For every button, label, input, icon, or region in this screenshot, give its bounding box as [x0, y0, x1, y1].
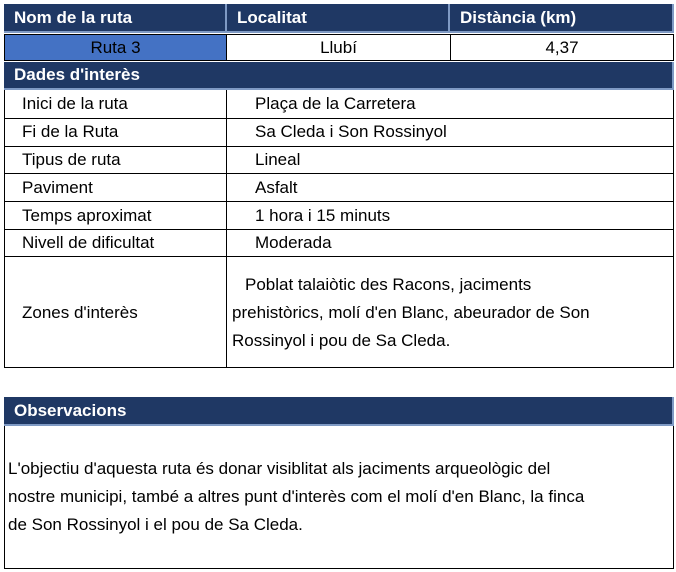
detail-row-label: Fi de la Ruta — [22, 122, 119, 141]
route-name-cell — [4, 34, 227, 61]
detail-row-value: Sa Cleda i Son Rossinyol — [255, 122, 447, 141]
header-distance — [450, 4, 674, 33]
zones-text — [232, 271, 590, 355]
detail-row-label: Tipus de ruta — [22, 150, 121, 169]
observations-line: L'objectiu d'aquesta ruta és donar visiblitat als jaciments arqueològic del — [8, 459, 551, 478]
detail-row-value: Plaça de la Carretera — [255, 94, 416, 113]
header-locality — [227, 4, 450, 33]
detail-row-value: Lineal — [255, 150, 301, 169]
header-locality-label: Localitat — [237, 7, 307, 27]
details-title-bar — [4, 62, 674, 90]
header-route-name-label: Nom de la ruta — [14, 7, 133, 27]
route-locality-cell — [227, 34, 450, 61]
zones-line: Rossinyol i pou de Sa Cleda. — [232, 331, 451, 350]
detail-row-label: Inici de la ruta — [22, 94, 128, 113]
detail-row-label: Nivell de dificultat — [22, 233, 155, 252]
route-locality: Llubí — [320, 37, 357, 57]
observations-line: de Son Rossinyol i el pou de Sa Cleda. — [8, 515, 303, 534]
header-route-name — [4, 4, 227, 33]
observations-title-bar — [4, 397, 674, 426]
observations-text — [8, 455, 584, 539]
header-distance-label: Distància (km) — [460, 7, 577, 27]
route-distance-cell — [450, 34, 674, 61]
details-title: Dades d'interès — [14, 65, 140, 84]
detail-row-value: 1 hora i 15 minuts — [255, 206, 391, 225]
detail-row-label: Paviment — [22, 178, 93, 197]
detail-row-value: Asfalt — [255, 178, 298, 197]
detail-row-value: Moderada — [255, 233, 332, 252]
zones-line: Poblat talaiòtic des Racons, jaciments — [245, 275, 532, 294]
route-name: Ruta 3 — [90, 37, 141, 57]
observations-line: nostre municipi, també a altres punt d'interès com el molí d'en Blanc, la finca — [8, 487, 585, 506]
detail-row-label: Temps aproximat — [22, 206, 152, 225]
observations-title: Observacions — [14, 400, 127, 420]
zones-line: prehistòrics, molí d'en Blanc, abeurador de Son — [232, 303, 590, 322]
zones-label: Zones d'interès — [22, 302, 138, 322]
route-distance: 4,37 — [545, 37, 579, 57]
